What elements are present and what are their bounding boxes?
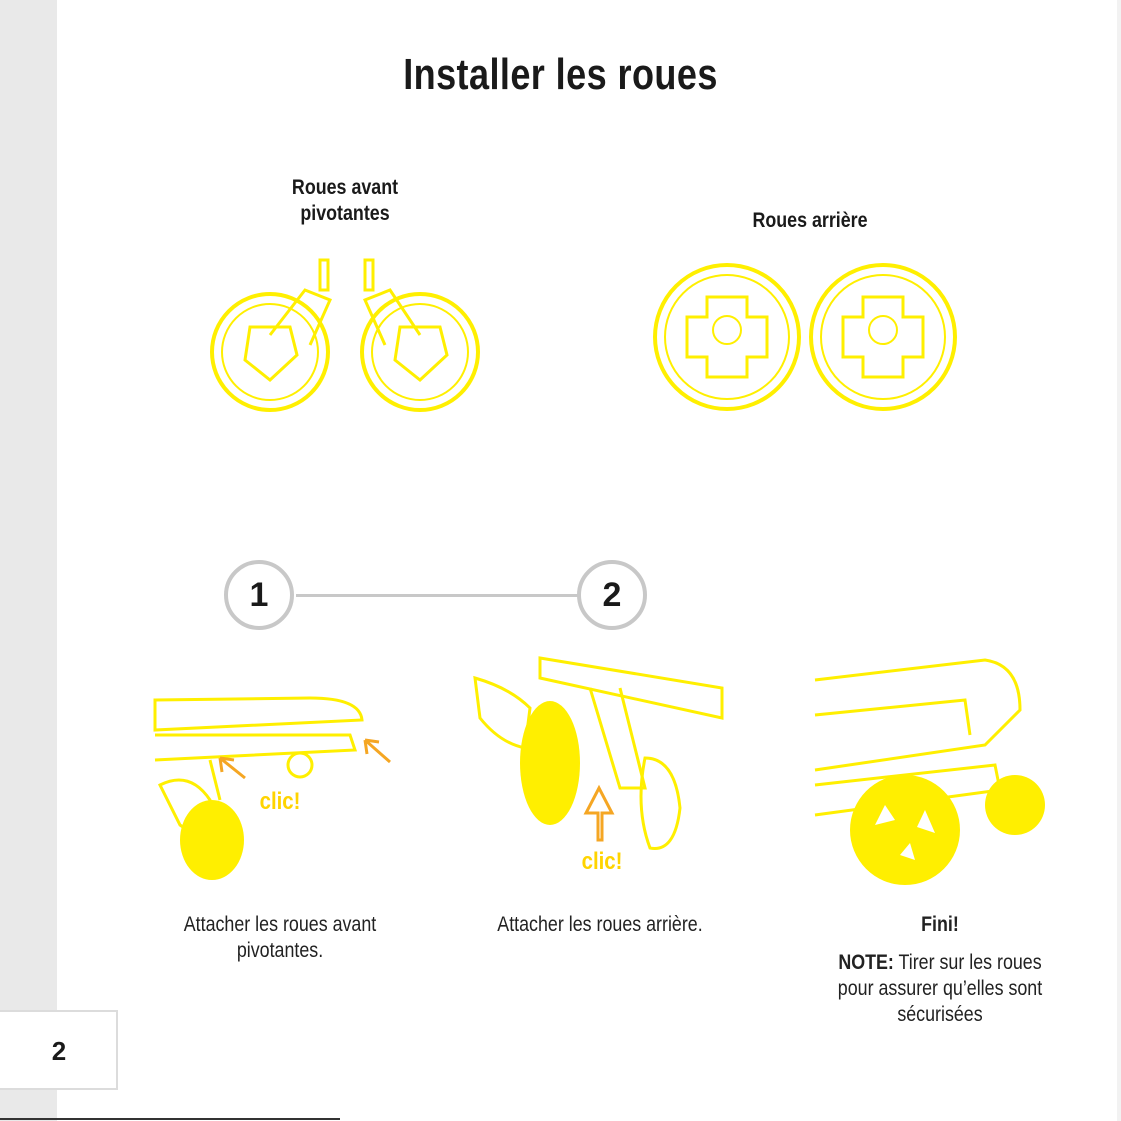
rear-wheel-right-hub (843, 297, 923, 377)
front-fork-left (270, 290, 330, 345)
bottom-rule (0, 1118, 340, 1120)
rear-wheel-left-hub (687, 297, 767, 377)
right-page-edge (1117, 0, 1121, 1121)
front-wheel-right-outer (362, 294, 478, 410)
done-frame-mid (815, 700, 970, 735)
step1-leg (210, 760, 220, 800)
step-1-caption-line2: pivotantes. (236, 939, 324, 962)
rear-wheel-right-outer (811, 265, 955, 409)
step2-front-wheel (641, 758, 680, 849)
step-2-illustration (470, 648, 722, 858)
arrow-diagonal-icon (220, 758, 245, 778)
front-swivel-wheels-illustration (205, 255, 490, 420)
finished-caption (821, 912, 1059, 1028)
rear-wheel-left-outer (655, 265, 799, 409)
arrow-up-icon (586, 788, 612, 840)
page-title: Installer les roues (403, 50, 718, 99)
finished-stroller-illustration (815, 655, 1050, 890)
rear-wheel-right-inner (821, 275, 945, 399)
step2-rear-wheel (520, 701, 580, 825)
note-line1 (821, 950, 1059, 976)
step1-frame-lower (155, 735, 355, 760)
step2-frame-top (540, 658, 722, 718)
step1-frame-bar (155, 698, 362, 730)
step-connector-line (296, 594, 578, 597)
note-text-line2: pour assurer qu’elles sont (837, 977, 1043, 1000)
step-1-click-text: clic! (259, 788, 301, 815)
rear-wheel-right-center (869, 316, 897, 344)
front-wheels-label-line1: Roues avant (291, 176, 399, 199)
front-wheel-left-inner (222, 304, 318, 400)
step-1-caption (170, 912, 391, 964)
front-wheel-left-outer (212, 294, 328, 410)
step-2-caption: Attacher les roues arrière. (497, 913, 703, 936)
rear-wheels-illustration (650, 262, 960, 412)
finished-title: Fini! (921, 913, 959, 936)
step1-wheel (180, 800, 244, 880)
left-margin-strip (0, 0, 57, 1121)
note-text-line3: sécurisées (897, 1003, 983, 1026)
step-2-click-text: clic! (581, 848, 623, 875)
step-1-badge: 1 (224, 560, 294, 630)
front-wheel-right-inner (372, 304, 468, 400)
done-rear-wheel (850, 775, 960, 885)
front-stem-left (320, 260, 328, 290)
front-wheel-right-spokes (395, 327, 447, 380)
note-label: NOTE: (838, 951, 894, 974)
done-front-wheel (985, 775, 1045, 835)
step-1-caption-line1: Attacher les roues avant (183, 913, 377, 936)
step-2-badge: 2 (577, 560, 647, 630)
done-frame-top (815, 660, 1020, 770)
note-text-line1: Tirer sur les roues (898, 951, 1042, 974)
front-wheels-label (260, 175, 430, 227)
front-stem-right (365, 260, 373, 290)
step1-caster (288, 753, 312, 777)
rear-wheel-left-inner (665, 275, 789, 399)
front-fork-right (365, 290, 420, 345)
page-number: 2 (51, 1036, 67, 1066)
front-wheels-label-line2: pivotantes (300, 202, 390, 225)
step2-hand (475, 678, 530, 748)
rear-wheels-label: Roues arrière (752, 209, 868, 232)
rear-wheel-left-center (713, 316, 741, 344)
arrow-diagonal-icon-2 (365, 740, 390, 762)
step2-frame-leg (590, 688, 645, 788)
